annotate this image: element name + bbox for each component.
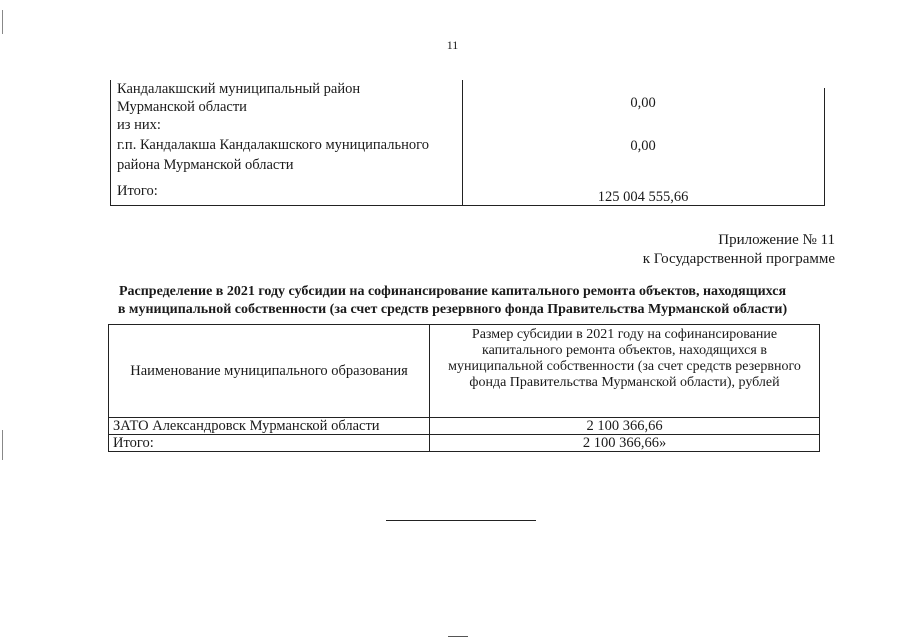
- table-row-total: [109, 435, 820, 452]
- row-value-total: 125 004 555,66: [597, 189, 689, 205]
- subsidy-table-continued: [110, 80, 824, 206]
- closing-separator-line: [386, 520, 536, 521]
- scan-bottom-mark: [448, 636, 468, 637]
- row-subsidy-amount: 2 100 366,66: [430, 418, 820, 435]
- row-label-line: Кандалакшский муниципальный район: [117, 81, 361, 97]
- subsidy-distribution-table: [108, 324, 820, 452]
- appendix-reference: к Государственной программе: [642, 251, 835, 267]
- table-row-kandalaksha-town: [117, 135, 429, 175]
- appendix-number: Приложение № 11: [718, 232, 835, 248]
- document-title-line1: Распределение в 2021 году субсидии на софинансирование капитального ремонта объектов, находящихся: [118, 284, 787, 299]
- document-title-line2: в муниципальной собственности (за счет средств резервного фонда Правительства Мурманской области): [117, 302, 788, 317]
- scan-edge-mark: [2, 430, 3, 460]
- row-label-line: Мурманской области: [117, 99, 247, 115]
- row-value-kandalaksha-district: 0,00: [630, 95, 656, 111]
- header-municipality: Наименование муниципального образования: [109, 325, 430, 418]
- row-total-amount: 2 100 366,66»: [430, 435, 820, 452]
- table-header-row: [109, 325, 820, 418]
- page-number: 11: [446, 38, 459, 52]
- table-row-of-them: [117, 116, 161, 134]
- row-label-line: района Мурманской области: [117, 157, 294, 173]
- row-municipality-name: ЗАТО Александровск Мурманской области: [109, 418, 430, 435]
- row-label-line: Итого:: [117, 183, 158, 199]
- table-border-right: [824, 88, 825, 206]
- row-total-label: Итого:: [109, 435, 430, 452]
- header-subsidy-amount: Размер субсидии в 2021 году на софинансирование капитального ремонта объектов, находящихся в муниципальной собственности (за счет средств резервного фонда Правительства Мурманской области), рублей: [430, 325, 820, 418]
- row-label-line: из них:: [117, 117, 161, 133]
- table-row: [109, 418, 820, 435]
- table-row-kandalaksha-district: [117, 80, 360, 116]
- scan-edge-mark: [2, 10, 3, 34]
- table-row-total: [117, 182, 158, 200]
- table-border-left: [110, 80, 111, 206]
- row-label-line: г.п. Кандалакша Кандалакшского муниципального: [117, 137, 429, 153]
- row-value-kandalaksha-town: 0,00: [630, 138, 656, 154]
